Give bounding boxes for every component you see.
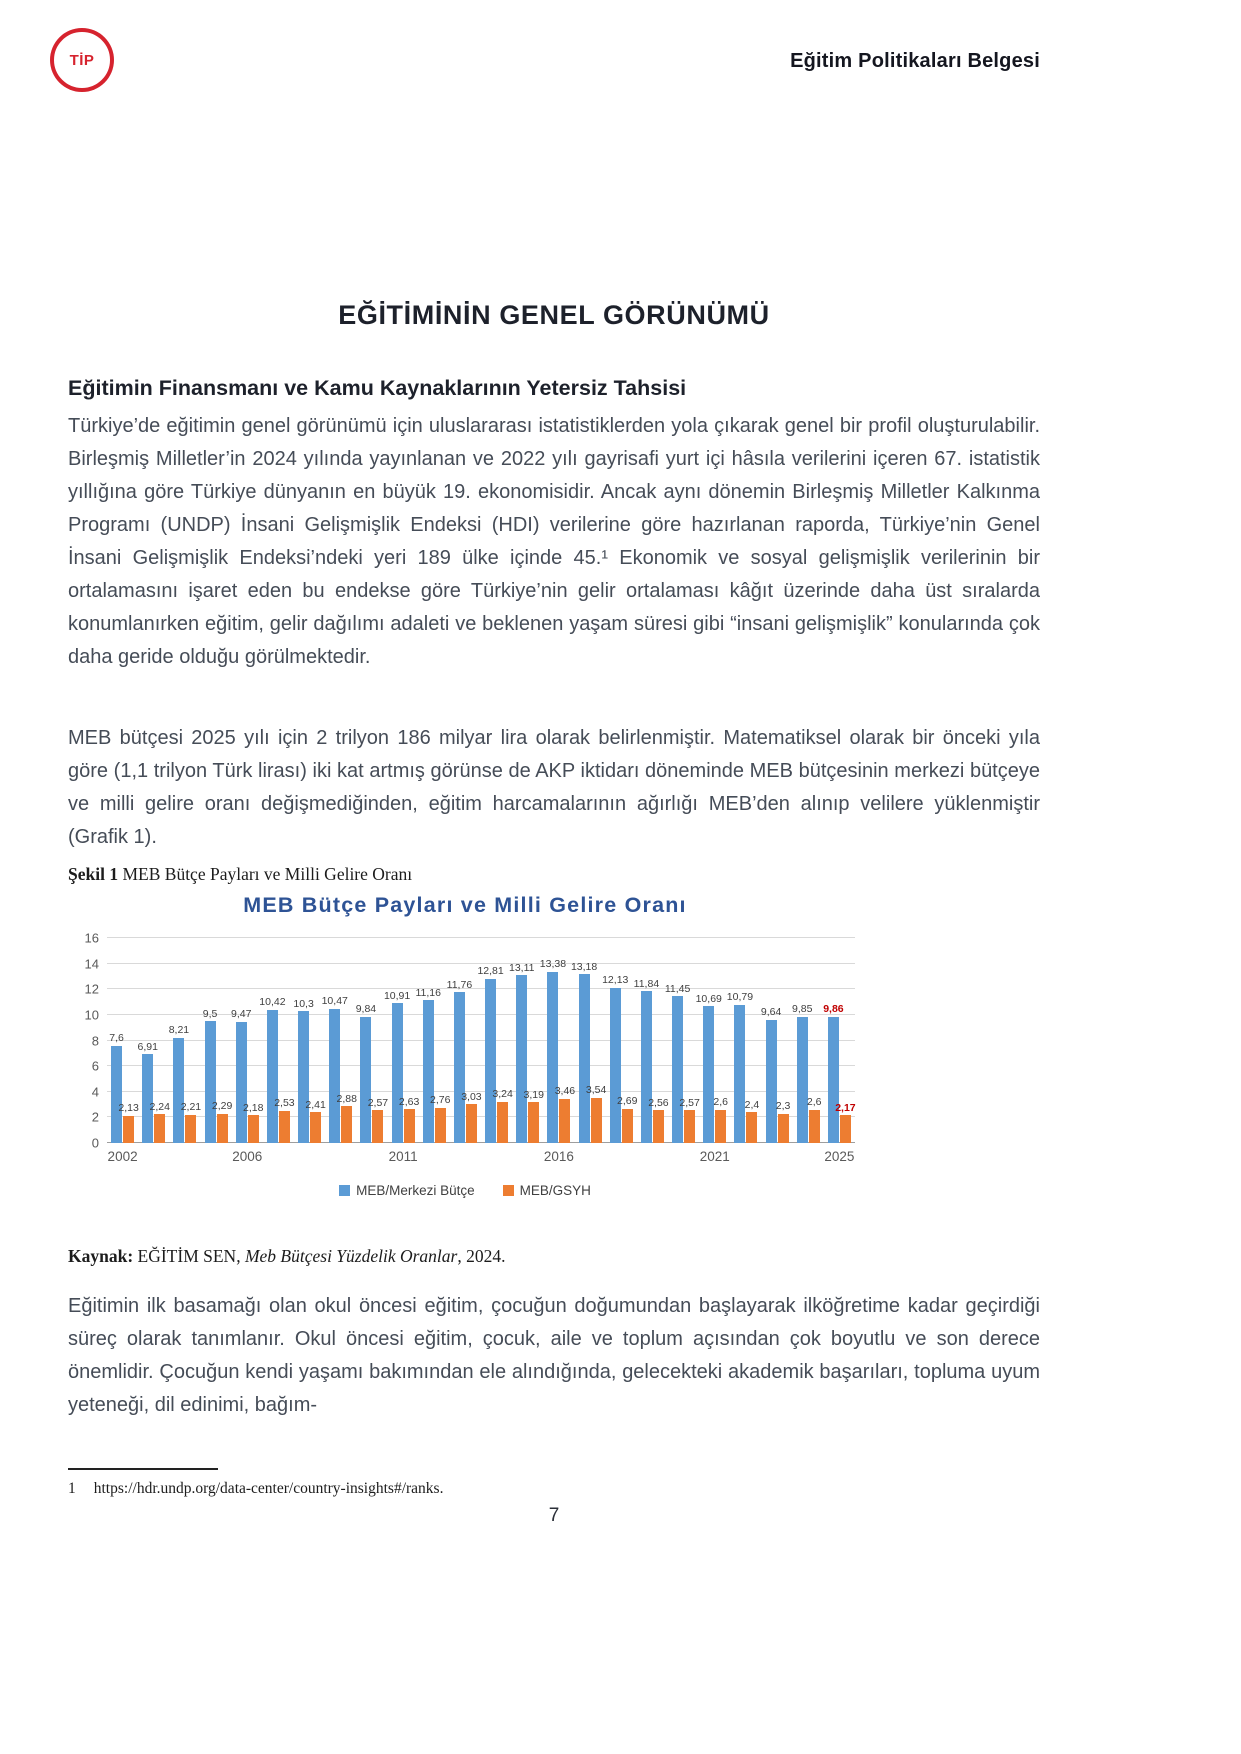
- bar-meb-gsyh-2023: [775, 1100, 791, 1143]
- bar-value-label: 2,88: [336, 1092, 357, 1105]
- bar-meb-gsyh-2020: [679, 1096, 700, 1143]
- bar-group-2019: [633, 938, 669, 1143]
- figure-source-suffix: , 2024.: [457, 1246, 506, 1266]
- bar-value-label: 11,16: [415, 986, 441, 999]
- bar-value-label: 2,69: [617, 1095, 638, 1108]
- bar-value-label: 3,46: [554, 1085, 576, 1098]
- page-number: 7: [548, 1505, 560, 1526]
- bar-group-2008: [294, 938, 325, 1143]
- bar-meb-merkezi-butce-2023: [760, 1006, 782, 1144]
- legend-label: MEB/GSYH: [519, 1183, 591, 1198]
- bar-meb-gsyh-2006: [243, 1101, 264, 1143]
- bar-value-label: 7,6: [109, 1032, 124, 1045]
- bar-meb-gsyh-2005: [211, 1100, 233, 1143]
- x-tick-label: 2021: [699, 1149, 730, 1164]
- bar-value-label: 12,81: [477, 965, 504, 978]
- bar-meb-gsyh-2010: [367, 1096, 389, 1143]
- bar-group-2024: [793, 938, 824, 1143]
- paragraph-2: MEB bütçesi 2025 yılı için 2 trilyon 186 milyar lira olarak belirlenmiştir. Matematiksel olarak bir önceki yıla göre (1,1 trilyon Türk lirası) iki kat artmış görünse de AKP iktidarı döneminde MEB bütçesinin merkezi bütçeye ve milli gelire oranı değişmediğinden, eğitim harcamalarının ağırlığı MEB’den alınıp velilere yüklenmiştir (Grafik 1).: [68, 727, 1040, 848]
- x-tick-label: 2025: [824, 1149, 855, 1164]
- bar-group-2009: [321, 938, 357, 1143]
- bar-value-label: 6,91: [137, 1040, 158, 1053]
- bar-meb-gsyh-2024: [806, 1096, 822, 1143]
- bar-group-2004: [169, 938, 200, 1143]
- bar-value-label: 2,29: [211, 1100, 233, 1113]
- bar-value-label: 2,13: [118, 1102, 139, 1115]
- bar-value-label: 10,79: [726, 991, 754, 1004]
- bar-group-2002: [107, 938, 138, 1143]
- bar-meb-gsyh-2011: [398, 1095, 420, 1143]
- bar-value-label: 2,3: [775, 1100, 791, 1113]
- bar-value-label: 3,24: [492, 1088, 513, 1100]
- bar-chart: [75, 893, 855, 1198]
- bar-meb-gsyh-2003: [149, 1100, 170, 1143]
- bar-meb-merkezi-butce-2002: [109, 1032, 124, 1143]
- chart-plot: [107, 938, 855, 1143]
- y-tick-label: 14: [84, 956, 99, 972]
- figure-caption-label: Şekil 1: [68, 864, 119, 884]
- footnote-text: https://hdr.undp.org/data-center/country-insights#/ranks.: [93, 1480, 444, 1497]
- bar-value-label: 13,38: [539, 958, 567, 971]
- bar-value-label: 2,18: [243, 1101, 264, 1114]
- figure-source: [68, 1246, 1040, 1267]
- bar-value-label: 11,45: [664, 982, 691, 995]
- bar-value-label: 3,54: [585, 1084, 607, 1097]
- bar-meb-merkezi-butce-2005: [202, 1007, 218, 1143]
- bar-value-label: 2,41: [305, 1098, 326, 1111]
- y-tick-label: 12: [84, 981, 99, 997]
- bar-value-label: 9,84: [355, 1003, 377, 1016]
- bar-meb-merkezi-butce-2024: [792, 1003, 813, 1143]
- y-tick-label: 8: [91, 1033, 99, 1048]
- bar-group-2016: [539, 938, 576, 1143]
- bar-value-label: 13,18: [570, 960, 598, 973]
- bar-value-label: 9,86: [823, 1003, 844, 1016]
- bar-group-2023: [762, 938, 793, 1143]
- bar-value-label: 8,21: [168, 1024, 190, 1037]
- bar-value-label: 2,4: [744, 1098, 760, 1111]
- paragraph-1: Türkiye’de eğitimin genel görünümü için uluslararası istatistiklerden yola çıkarak genel bir profil oluşturulabilir. Birleşmiş Milletler’in 2024 yılında yayınlanan ve 2022 yılı gayrisafi yurt içi hâsıla verilerini içeren 67. istatistik yıllığına göre Türkiye dünyanın en büyük 19. ekonomisidir. Ancak aynı dönemin Birleşmiş Milletler Kalkınma Programı (UNDP) İnsani Gelişmişlik Endeksi (HDI) verilerine göre hazırlanan raporda, Türkiye’nin Genel İnsani Gelişmişlik Endeksi’ndeki yeri 189 ülke içinde 45.¹ Ekonomik ve sosyal gelişmişlik verilerinin bir ortalamasını işaret eden bu endekse göre Türkiye’nin gelir ortalaması kâğıt üzerinde daha üst sıralarda konumlanırken eğitim, gelir dağılımı adaleti ve beklenen yaşam süresi gibi “insani gelişmişlik” konularında çok daha geride olduğu görülmektedir.: [68, 415, 1040, 668]
- chart-plot-column: [107, 938, 855, 1167]
- figure-caption: [68, 864, 1040, 885]
- bar-value-label: 2,6: [806, 1096, 822, 1109]
- chart-x-axis: [107, 1149, 855, 1167]
- footnote-divider: [68, 1468, 218, 1470]
- bar-value-label: 12,13: [602, 974, 629, 987]
- bar-group-2012: [415, 938, 451, 1143]
- bar-meb-gsyh-2004: [180, 1101, 202, 1143]
- legend-swatch: [503, 1185, 514, 1196]
- bar-meb-gsyh-2012: [430, 1094, 451, 1143]
- figure-source-label: Kaynak:: [68, 1246, 134, 1266]
- bar-value-label: 3,19: [523, 1088, 544, 1101]
- bar-meb-gsyh-2007: [274, 1097, 295, 1143]
- bar-meb-gsyh-2017: [585, 1084, 607, 1143]
- figure-caption-text: MEB Bütçe Payları ve Milli Gelire Oranı: [118, 864, 413, 884]
- x-tick-label: 2006: [232, 1149, 263, 1164]
- bar-meb-gsyh-2002: [118, 1102, 139, 1143]
- bar-value-label: 2,57: [367, 1096, 389, 1109]
- bar-value-label: 2,57: [679, 1096, 700, 1109]
- y-tick-label: 2: [91, 1109, 99, 1125]
- x-tick-label: 2002: [107, 1149, 138, 1164]
- bar-meb-merkezi-butce-2008: [293, 997, 314, 1143]
- figure-source-text: EĞİTİM SEN,: [133, 1246, 245, 1266]
- bar-value-label: 9,47: [231, 1008, 252, 1021]
- bar-group-2010: [356, 938, 387, 1143]
- bar-value-label: 2,21: [180, 1101, 202, 1114]
- bar-group-2021: [695, 938, 730, 1143]
- figure-source-italic: Meb Bütçesi Yüzdelik Oranlar: [244, 1246, 458, 1266]
- bar-meb-merkezi-butce-2010: [355, 1003, 377, 1143]
- bar-value-label: 10,69: [695, 992, 722, 1005]
- bar-value-label: 2,17: [835, 1101, 856, 1114]
- legend-label: MEB/Merkezi Bütçe: [356, 1183, 475, 1198]
- bar-meb-gsyh-2014: [492, 1088, 513, 1144]
- bar-value-label: 2,56: [648, 1096, 669, 1109]
- bar-group-2022: [726, 938, 761, 1143]
- chart-y-axis: [75, 930, 107, 1151]
- y-tick-label: 0: [91, 1135, 99, 1151]
- bar-value-label: 10,91: [383, 989, 411, 1002]
- bar-group-2025: [824, 938, 855, 1143]
- bar-value-label: 10,3: [293, 997, 314, 1010]
- bar-meb-merkezi-butce-2003: [137, 1040, 158, 1143]
- y-tick-label: 10: [84, 1007, 99, 1023]
- bar-value-label: 2,24: [149, 1100, 170, 1113]
- y-tick-label: 6: [91, 1058, 99, 1074]
- legend-item-meb-gsyh: [503, 1183, 591, 1198]
- bar-meb-gsyh-2016: [554, 1085, 576, 1143]
- bar-meb-gsyh-2019: [648, 1096, 669, 1143]
- bar-meb-gsyh-2021: [713, 1096, 729, 1143]
- legend-swatch: [339, 1185, 350, 1196]
- bar-value-label: 3,03: [461, 1090, 482, 1103]
- footnote: [68, 1480, 1040, 1498]
- bar-group-2020: [664, 938, 700, 1143]
- bar-value-label: 10,47: [321, 995, 348, 1008]
- bar-group-2011: [383, 938, 420, 1143]
- bar-value-label: 9,5: [202, 1007, 218, 1020]
- bar-value-label: 9,64: [760, 1006, 782, 1018]
- bar-meb-gsyh-2009: [336, 1092, 357, 1143]
- chart-body: [75, 930, 856, 1167]
- chart-title: MEB Bütçe Payları ve Milli Gelire Oranı: [243, 893, 687, 917]
- bar-value-label: 2,63: [398, 1095, 420, 1108]
- bar-group-2018: [602, 938, 638, 1143]
- bar-group-2017: [570, 938, 607, 1143]
- bar-value-label: 2,6: [713, 1096, 729, 1109]
- bar-group-2013: [446, 938, 482, 1143]
- bar-group-2005: [201, 938, 232, 1143]
- chart-legend: [75, 1183, 855, 1198]
- bar-meb-gsyh-2015: [523, 1088, 544, 1143]
- y-tick-label: 16: [84, 930, 99, 946]
- bar-value-label: 10,42: [259, 996, 286, 1008]
- x-tick-label: 2011: [388, 1149, 418, 1164]
- bar-group-2007: [259, 938, 295, 1143]
- bar-value-label: 11,76: [446, 978, 473, 991]
- bar-group-2006: [232, 938, 263, 1143]
- bar-meb-gsyh-2013: [461, 1090, 482, 1143]
- bar-value-label: 13,11: [508, 961, 535, 974]
- page-title: EĞİTİMİNİN GENEL GÖRÜNÜMÜ: [338, 300, 770, 330]
- header-title: Eğitim Politikaları Belgesi: [790, 50, 1040, 72]
- bar-meb-merkezi-butce-2006: [231, 1008, 252, 1143]
- bar-meb-gsyh-2018: [617, 1095, 638, 1143]
- bar-group-2003: [138, 938, 169, 1143]
- bar-value-label: 2,53: [274, 1097, 295, 1110]
- bar-meb-merkezi-butce-2004: [168, 1024, 190, 1143]
- section-heading: Eğitimin Finansmanı ve Kamu Kaynaklarının Yetersiz Tahsisi: [68, 376, 687, 400]
- bar-group-2014: [477, 938, 513, 1143]
- bar-meb-gsyh-2008: [305, 1098, 326, 1143]
- tip-logo-text: TİP: [69, 51, 95, 69]
- bar-value-label: 2,76: [430, 1094, 451, 1107]
- legend-item-meb-merkezi-butce: [339, 1183, 475, 1198]
- bar-meb-gsyh-2022: [744, 1098, 760, 1143]
- bar-meb-merkezi-butce-2025: [823, 1003, 844, 1143]
- paragraph-3: Eğitimin ilk basamağı olan okul öncesi eğitim, çocuğun doğumundan başlayarak ilköğretime kadar geçirdiği süreç olarak tanımlanır. Okul öncesi eğitim, çocuk, aile ve toplum açısından çok boyutlu ve son derece önemlidir. Çocuğun kendi yaşamı bakımından ele alındığında, gelecekteki akademik başarıları, topluma uyum yeteneği, dil edinimi, bağım-: [68, 1295, 1040, 1416]
- bar-meb-gsyh-2025: [835, 1101, 856, 1143]
- bar-value-label: 9,85: [792, 1003, 813, 1016]
- y-tick-label: 4: [91, 1084, 99, 1100]
- x-tick-label: 2016: [543, 1149, 574, 1164]
- bar-group-2015: [508, 938, 544, 1143]
- footnote-marker: 1: [68, 1480, 76, 1497]
- bar-value-label: 11,84: [633, 977, 660, 990]
